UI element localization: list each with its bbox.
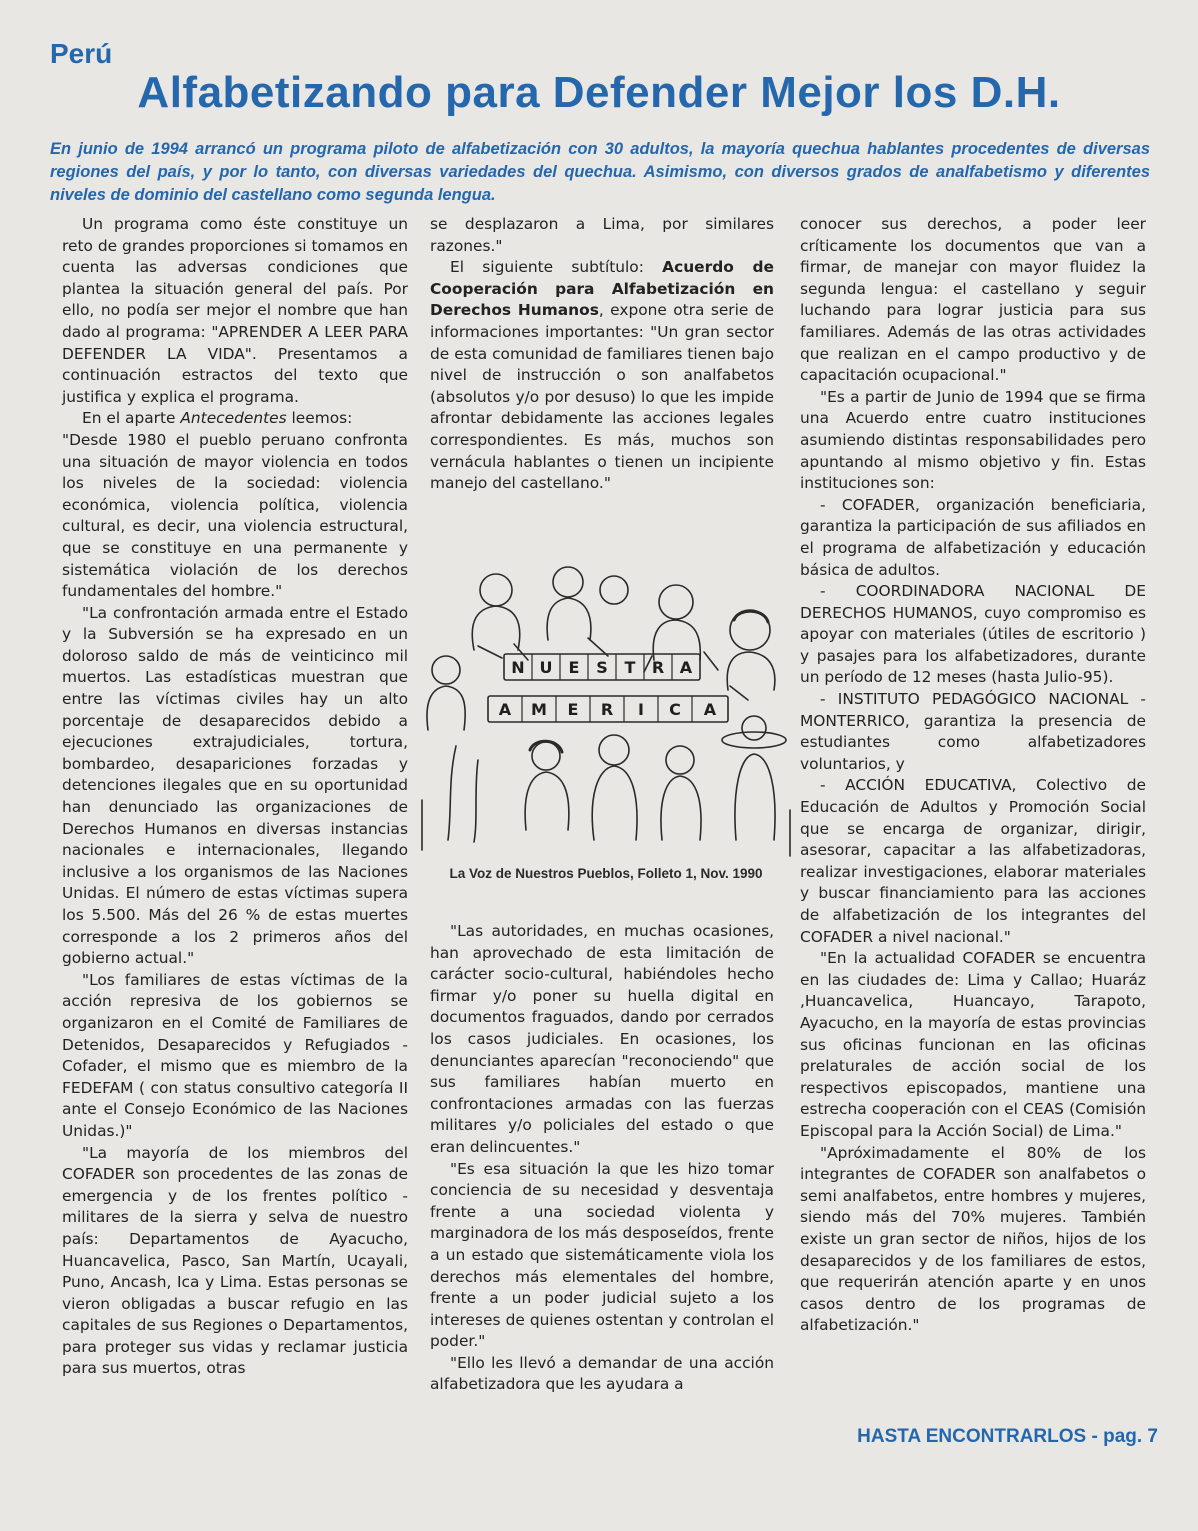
paragraph: "Desde 1980 el pueblo peruano confronta una situación de mayor violencia en todos los niveles de la sociedad: violencia económica, violencia política, violencia cultural, es decir, una violencia estructural, que se constituye en una permanente y sistemática violación de los derechos fundamentales del hombre." [62, 430, 408, 601]
institution-item: - COORDINADORA NACIONAL DE DERECHOS HUMANOS, cuyo compromiso es apoyar con materiales (útiles de escritorio ) y pasajes para los alfabetizadores, durante un período de 12 meses (hasta Julio-95). [800, 582, 1146, 687]
article-title: Alfabetizando para Defender Mejor los D.H. [137, 68, 1061, 117]
article-lede: En junio de 1994 arrancó un programa piloto de alfabetización con 30 adultos, la mayoría quechua hablantes procedentes de diversas regiones del país, y por lo tanto, con diversas variedades del quechua. Asimismo, con diversos grados de analfabetismo y diferentes niveles de dominio del castellano como segunda lengua. [50, 140, 1150, 204]
paragraph: "Los familiares de estas víctimas de la acción represiva de los gobiernos se organizaron en el Comité de Familiares de Detenidos, Desaparecidos y Refugiados -Cofader, el mismo que es miembro de la FEDEFAM ( con status consultivo categoría II ante el Consejo Económico de las Naciones Unidas.)" [62, 970, 408, 1140]
illustration-caption: La Voz de Nuestros Pueblos, Folleto 1, Nov. 1990 [449, 866, 763, 881]
institution-item: - COFADER, organización beneficiaria, garantiza la participación de sus afiliados en el programa de alfabetización y educación básica de adultos. [800, 495, 1146, 579]
sign-letter: R [600, 700, 614, 719]
sign-letter: S [596, 658, 608, 677]
column-2-top [430, 214, 774, 495]
column-1 [62, 214, 408, 1380]
column-2-bottom [430, 921, 774, 1396]
institution-item: - INSTITUTO PEDAGÓGICO NACIONAL - MONTERRICO, garantiza la presencia de estudiantes como alfabetizadores voluntarios, y [800, 690, 1146, 773]
column-3 [800, 214, 1146, 1337]
paragraph-subtitle: El siguiente subtítulo: Acuerdo de Cooperación para Alfabetización en Derechos Humanos, expone otra serie de informaciones importantes: "Un gran sector de esta comunidad de familiares tienen bajo nivel de instrucción o son analfabetos (absolutos y/o por desuso) lo que les impide afrontar debidamente las acciones legales correspondientes. Es más, muchos son vernácula hablantes o tienen un incipiente manejo del castellano." [430, 258, 774, 493]
paragraph: "La confrontación armada entre el Estado y la Subversión se ha expresado en un doloroso saldo de más de veinticinco mil muertos. Las estadísticas muestran que entre las víctimas civiles hay un alto porcentaje de desaparecidos debido a ejecuciones extrajudiciales, tortura, bombardeo, desapariciones forzadas y detenciones ilegales que en su oportunidad han denunciado las organizaciones de Derechos Humanos en diversas instancias nacionales e internacionales, llegando inclusive a los organismos de las Naciones Unidas. El número de estas víctimas supera los 5.500. Más del 26 % de estas muertes corresponde a los 2 primeros años del gobierno actual." [62, 603, 408, 968]
sign-letter: I [638, 700, 644, 719]
paragraph-continued: conocer sus derechos, a poder leer críticamente los documentos que van a firmar, de manejar con mayor fluidez la segunda lengua: el castellano y seguir luchando para lograr justicia para sus familiares. Además de las otras actividades que realizan en el campo productivo y de capacitación ocupacional." [800, 215, 1146, 385]
sign-letter: A [679, 658, 693, 677]
paragraph: "Ello les llevó a demandar de una acción alfabetizadora que les ayudara a [430, 1353, 774, 1394]
sign-letter: R [651, 658, 665, 677]
illustration [418, 560, 796, 860]
institution-item: - ACCIÓN EDUCATIVA, Colectivo de Educación de Adultos y Promoción Social que se encarga de organizar, dirigir, asesorar, capacitar a las alfabetizadoras, realizar investigaciones, elaborar materiales y buscar financiamiento para las acciones de alfabetización de los integrantes del COFADER a nivel nacional." [800, 776, 1146, 946]
sign-letter: U [539, 658, 553, 677]
people-holding-letters-drawing [418, 560, 796, 860]
paragraph: "Es esa situación la que les hizo tomar conciencia de su necesidad y desventaja frente a una sociedad violenta y marginadora de los más desposeídos, frente a un estado que sistemáticamente viola los derechos más elementales del hombre, frente a un poder judicial sujeto a los intereses de quienes ostentan y controlan el poder." [430, 1159, 774, 1351]
sign-letter: A [703, 700, 717, 719]
sign-letter: T [624, 658, 636, 677]
paragraph: "En la actualidad COFADER se encuentra en las ciudades de: Lima y Callao; Huaráz ,Huancavelica, Huancayo, Tarapoto, Ayacucho, en la mayoría de estas provincias sus oficinas funcionan en las oficinas prelaturales de acción social de los respectivos episcopados, mantiene una estrecha cooperación con el CEAS (Comisión Episcopal para la Acción Social) de Lima." [800, 949, 1146, 1140]
paragraph: "Es a partir de Junio de 1994 que se firma una Acuerdo entre cuatro instituciones asumiendo distintas responsabilidades pero apuntando al mismo objetivo y fin. Estas instituciones son: [800, 387, 1146, 493]
paragraph: Un programa como éste constituye un reto de grandes proporciones si tomamos en cuenta las adversas condiciones que plantea la situación general del país. Por ello, no podía ser mejor el nombre que han dado al programa: "APRENDER A LEER PARA DEFENDER LA VIDA". Presentamos a continuación estractos del texto que justifica y explica el programa. [62, 215, 408, 406]
section-label: Perú [50, 38, 113, 69]
sign-letter: C [669, 700, 681, 719]
sign-letter: E [568, 658, 580, 677]
sign-letter: M [531, 700, 547, 719]
sign-letter: N [511, 658, 525, 677]
paragraph-antecedentes: En el aparte Antecedentes leemos: [82, 409, 353, 428]
paragraph-continued: se desplazaron a Lima, por similares razones." [430, 215, 774, 255]
sign-letter: A [498, 700, 512, 719]
paragraph: "La mayoría de los miembros del COFADER son procedentes de las zonas de emergencia y de los frentes político - militares de la sierra y selva de nuestro país: Departamentos de Ayacucho, Huancavelica, Pasco, San Martín, Ucayali, Puno, Ancash, Ica y Lima. Estas personas se vieron obligadas a buscar refugio en las capitales de sus Regiones o Departamentos, para proteger sus vidas y reclamar justicia para sus muertos, otras [62, 1143, 408, 1378]
paragraph: "Las autoridades, en muchas ocasiones, han aprovechado de esta limitación de carácter socio-cultural, habiéndoles hecho firmar y/o poner su huella digital en documentos fraguados, dando por cerrados los casos judiciales. En ocasiones, los denunciantes aparecían "reconociendo" que sus familiares habían muerto en confrontaciones armadas con las fuerzas militares y/o policiales del estado o que eran delincuentes." [430, 922, 774, 1156]
sign-letter: E [567, 700, 579, 719]
paragraph: "Apróximadamente el 80% de los integrantes de COFADER son analfabetos o semi analfabetos, entre hombres y mujeres, siendo más del 70% mujeres. También existe un gran sector de niños, hijos de los desaparecidos y de los familiares de estos, que requerirán atención aparte y en unos casos dentro de los programas de alfabetización." [800, 1143, 1146, 1335]
page-footer: HASTA ENCONTRARLOS - pag. 7 [857, 1426, 1158, 1447]
